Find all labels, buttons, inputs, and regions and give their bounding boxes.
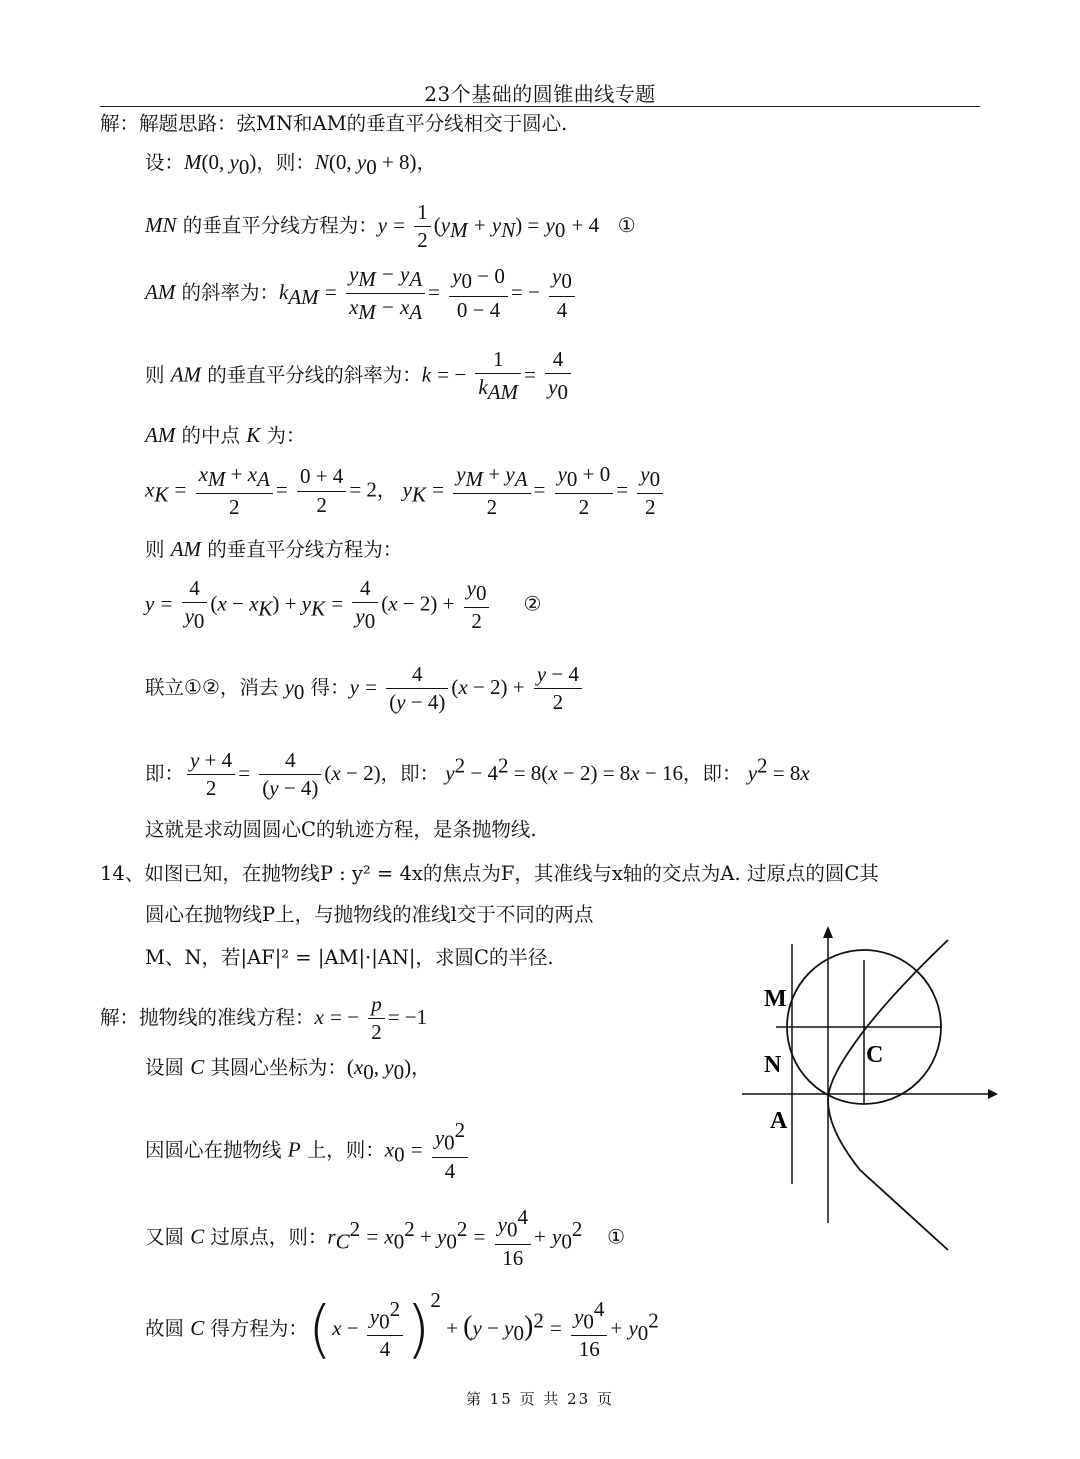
prob14-line-1: 14、如图已知，在抛物线P : y² = 4x的焦点为F，其准线与x轴的交点为A. 过原点的圆C其 xyxy=(100,862,879,885)
x-axis-arrow xyxy=(988,1089,998,1099)
sol13-line-7: $x_K$ = $\frac{x_M + x_A}{2}$ = $\frac{0 + 4}{2}$ = 2， $y_K$ = $\frac{y_M + y_A}{2}$ = $\frac{y_0 + 0}{2}$ = $\frac{y_0}{2}$ xyxy=(145,462,666,520)
sol14-line-1: 解：抛物线的准线方程：x = − $\frac{p}{2}$ = −1 xyxy=(100,992,428,1045)
sol14-line-3: 因圆心在抛物线 P 上，则：$x_0$ = $\frac{y_0^2}{4}$ xyxy=(145,1118,471,1184)
page-header: 23个基础的圆锥曲线专题 xyxy=(424,82,656,106)
label-a: A xyxy=(770,1108,788,1134)
sol13-line-12: 这就是求动圆圆心C的轨迹方程，是条抛物线. xyxy=(145,818,537,841)
prob14-line-3: M、N，若|AF|² = |AM|·|AN|，求圆C的半径. xyxy=(145,946,554,969)
label-m: M xyxy=(764,986,787,1012)
label-n: N xyxy=(764,1052,782,1078)
sol13-line-6: AM 的中点 K 为： xyxy=(145,423,306,447)
sol13-line-4: AM 的斜率为：$k_{AM}$ = $\frac{y_M - y_A}{x_M - x_A}$ = $\frac{y_0 - 0}{0 - 4}$ = − $\frac{y_0}{4}$ xyxy=(145,262,578,325)
sol14-line-4: 又圆 C 过原点，则：$r_C^2 = x_0^2 + y_0^2$ = $\frac{y_0^4}{16}$ + $y_0^2$ ① xyxy=(145,1205,626,1270)
sol13-line-5: 则 AM 的垂直平分线的斜率为：k = − $\frac{1}{k_{AM}}$ = $\frac{4}{y_0}$ xyxy=(145,347,574,405)
sol13-line-8: 则 AM 的垂直平分线方程为： xyxy=(145,537,403,561)
sol13-line-9: y = $\frac{4}{y_0}$ $(x - x_K) + y_K$ = $\frac{4}{y_0}$ (x − 2) + $\frac{y_0}{2}$ ② xyxy=(145,576,542,634)
sol13-line-1: 解：解题思路：弦MN和AM的垂直平分线相交于圆心. xyxy=(100,112,568,135)
sol13-line-3: MN 的垂直平分线方程为：y = $\frac{1}{2}$ $(y_M + y_N) = y_0 + 4$ ① xyxy=(145,200,636,253)
parabola-circle-figure xyxy=(730,920,1000,1260)
sol13-line-2: 设：M(0, $y_0$)，则：N(0, $y_0 + 8$)， xyxy=(145,150,437,179)
sol14-line-2: 设圆 C 其圆心坐标为：($x_0$, $y_0$)， xyxy=(145,1055,431,1084)
sol13-line-11: 即： $\frac{y + 4}{2}$ = $\frac{4}{(y - 4)}$ (x − 2)，即： $y^2 - 4^2 = 8(x - 2) = 8x - 16$，即： $y^2 = 8x$ xyxy=(145,748,810,801)
sol13-line-10: 联立①②，消去 $y_0$ 得：y = $\frac{4}{(y - 4)}$ (x − 2) + $\frac{y - 4}{2}$ xyxy=(145,662,585,715)
prob14-line-2: 圆心在抛物线P上，与抛物线的准线l交于不同的两点 xyxy=(145,903,594,926)
page-footer: 第 15 页 共 23 页 xyxy=(465,1390,614,1408)
y-axis-arrow xyxy=(823,926,833,938)
sol14-line-5: 故圆 C 得方程为：(x − $\frac{y_0^2}{4}$ )$^2 + (y - y_0)^2$ = $\frac{y_0^4}{16}$ + $y_0^2$ xyxy=(145,1288,659,1366)
header-rule xyxy=(100,106,980,107)
label-c: C xyxy=(866,1042,884,1068)
